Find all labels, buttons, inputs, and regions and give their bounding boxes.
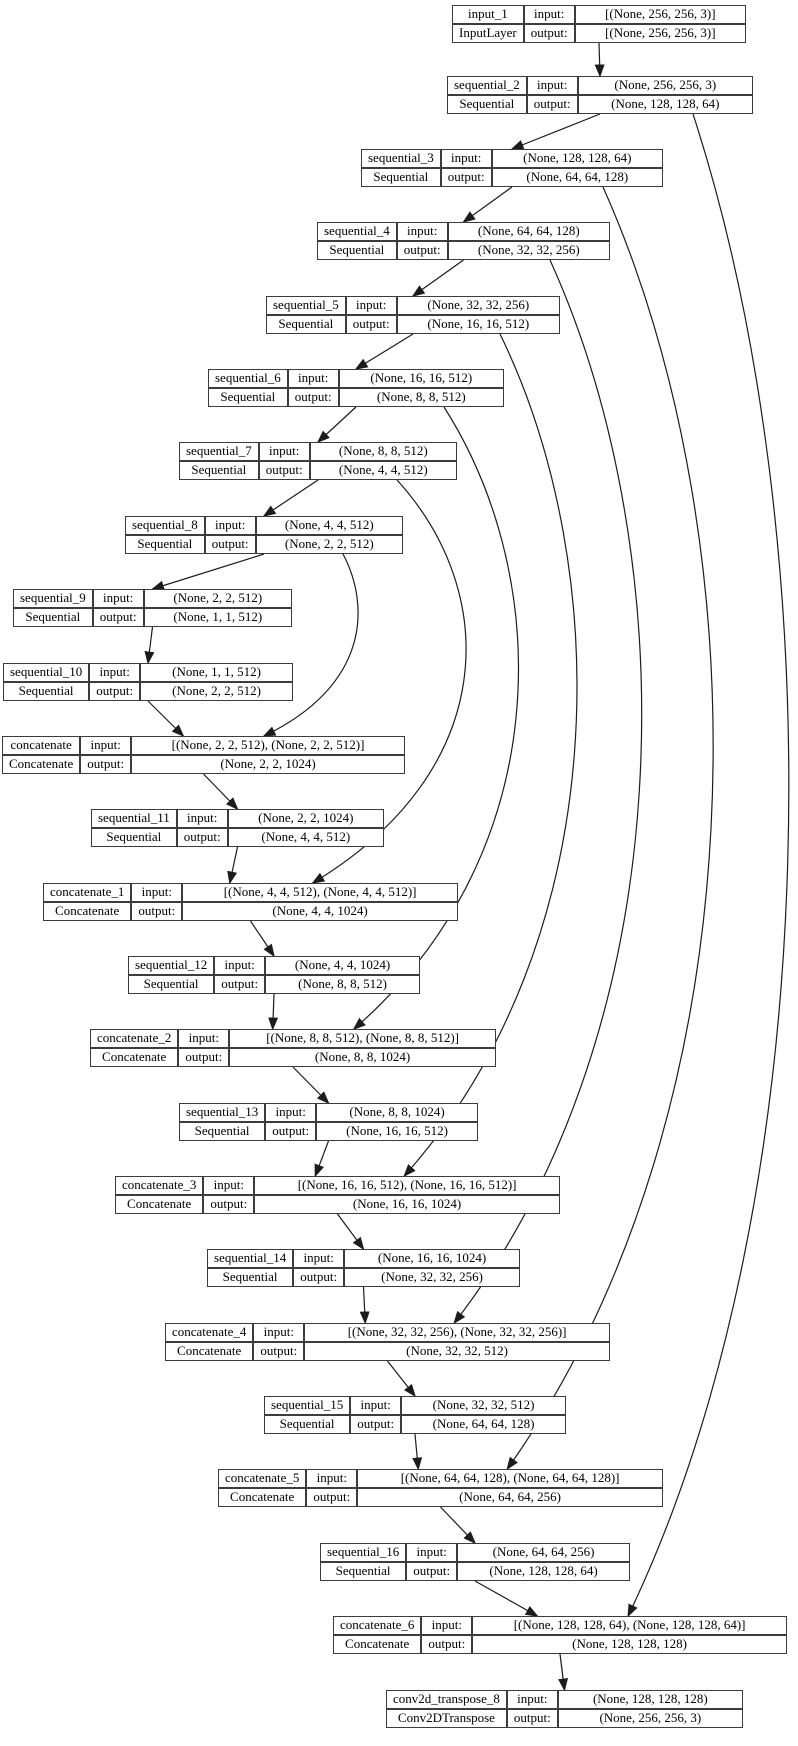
- layer-name: sequential_2: [447, 76, 527, 95]
- layer-name: sequential_14: [207, 1249, 293, 1268]
- layer-output-shape: (None, 128, 128, 64): [457, 1562, 630, 1581]
- layer-output-shape: (None, 4, 4, 512): [310, 461, 457, 480]
- layer-name: sequential_11: [91, 809, 177, 828]
- layer-output-shape: (None, 1, 1, 512): [144, 608, 292, 627]
- edge-sequential_11-to-concatenate_1: [230, 847, 238, 883]
- layer-output-shape: (None, 2, 2, 512): [140, 682, 293, 701]
- layer-name: conv2d_transpose_8: [386, 1690, 507, 1709]
- layer-name: concatenate_5: [218, 1469, 306, 1488]
- layer-node-sequential_3: [361, 149, 663, 187]
- layer-input-shape: (None, 256, 256, 3): [578, 76, 753, 95]
- layer-type: Concatenate: [218, 1488, 306, 1507]
- layer-node-concatenate_2: [90, 1029, 496, 1067]
- layer-input-shape: [(None, 256, 256, 3)]: [575, 5, 746, 24]
- output-label: output:: [178, 1048, 229, 1067]
- layer-type: InputLayer: [452, 24, 524, 43]
- output-label: output:: [421, 1635, 472, 1654]
- layer-name: sequential_10: [3, 663, 89, 682]
- layer-type: Sequential: [447, 95, 527, 114]
- input-label: input:: [205, 516, 256, 535]
- layer-input-shape: [(None, 32, 32, 256), (None, 32, 32, 256)]: [304, 1323, 610, 1342]
- input-label: input:: [214, 956, 265, 975]
- layer-name: sequential_3: [361, 149, 441, 168]
- edge-sequential_14-to-concatenate_4: [364, 1287, 366, 1323]
- output-label: output:: [253, 1342, 304, 1361]
- input-label: input:: [507, 1690, 558, 1709]
- layer-node-sequential_16: [320, 1543, 630, 1581]
- output-label: output:: [346, 315, 397, 334]
- layer-input-shape: (None, 64, 64, 128): [448, 222, 610, 241]
- layer-node-concatenate_4: [165, 1323, 610, 1361]
- edge-concatenate_5-to-sequential_16: [441, 1507, 476, 1543]
- input-label: input:: [259, 442, 310, 461]
- edge-sequential_2-to-concatenate_6: [628, 114, 789, 1616]
- output-label: output:: [397, 241, 448, 260]
- layer-type: Sequential: [179, 1122, 265, 1141]
- layer-input-shape: [(None, 2, 2, 512), (None, 2, 2, 512)]: [131, 736, 405, 755]
- layer-input-shape: (None, 32, 32, 512): [401, 1396, 566, 1415]
- output-label: output:: [524, 24, 575, 43]
- input-label: input:: [288, 369, 339, 388]
- layer-type: Sequential: [317, 241, 397, 260]
- edge-sequential_6-to-concatenate_2: [354, 407, 519, 1029]
- edge-sequential_5-to-sequential_6: [356, 334, 413, 369]
- layer-type: Concatenate: [333, 1635, 421, 1654]
- layer-type: Sequential: [264, 1415, 350, 1434]
- layer-input-shape: (None, 16, 16, 512): [339, 369, 504, 388]
- output-label: output:: [527, 95, 578, 114]
- layer-node-concatenate_3: [115, 1176, 560, 1214]
- output-label: output:: [441, 168, 492, 187]
- layer-name: sequential_13: [179, 1103, 265, 1122]
- layer-name: sequential_12: [128, 956, 214, 975]
- layer-name: sequential_4: [317, 222, 397, 241]
- layer-node-conv2d_transpose_8: [386, 1690, 743, 1728]
- edge-concatenate_3-to-sequential_14: [338, 1214, 364, 1249]
- output-label: output:: [203, 1195, 254, 1214]
- layer-output-shape: (None, 32, 32, 512): [304, 1342, 610, 1361]
- input-label: input:: [89, 663, 140, 682]
- layer-name: concatenate_4: [165, 1323, 253, 1342]
- layer-name: sequential_7: [179, 442, 259, 461]
- layer-output-shape: (None, 128, 128, 64): [578, 95, 753, 114]
- input-label: input:: [177, 809, 228, 828]
- layer-output-shape: (None, 32, 32, 256): [448, 241, 610, 260]
- layer-node-concatenate: [2, 736, 405, 774]
- edge-sequential_4-to-sequential_5: [413, 260, 464, 296]
- edge-sequential_7-to-sequential_8: [264, 480, 318, 516]
- layer-type: Sequential: [207, 1268, 293, 1287]
- layer-input-shape: (None, 1, 1, 512): [140, 663, 293, 682]
- layer-input-shape: (None, 4, 4, 512): [256, 516, 403, 535]
- layer-output-shape: (None, 16, 16, 1024): [254, 1195, 560, 1214]
- edge-sequential_16-to-concatenate_6: [475, 1581, 537, 1616]
- layer-input-shape: [(None, 8, 8, 512), (None, 8, 8, 512)]: [229, 1029, 496, 1048]
- layer-type: Conv2DTranspose: [386, 1709, 507, 1728]
- output-label: output:: [507, 1709, 558, 1728]
- layer-output-shape: (None, 8, 8, 512): [265, 975, 420, 994]
- layer-output-shape: [(None, 256, 256, 3)]: [575, 24, 746, 43]
- layer-type: Sequential: [128, 975, 214, 994]
- input-label: input:: [306, 1469, 357, 1488]
- layer-output-shape: (None, 32, 32, 256): [344, 1268, 520, 1287]
- output-label: output:: [293, 1268, 344, 1287]
- output-label: output:: [89, 682, 140, 701]
- input-label: input:: [265, 1103, 316, 1122]
- output-label: output:: [214, 975, 265, 994]
- layer-output-shape: (None, 2, 2, 512): [256, 535, 403, 554]
- edge-concatenate_2-to-sequential_13: [293, 1067, 329, 1103]
- layer-name: concatenate_1: [43, 883, 131, 902]
- layer-name: concatenate_3: [115, 1176, 203, 1195]
- layer-node-concatenate_5: [218, 1469, 663, 1507]
- layer-node-sequential_10: [3, 663, 293, 701]
- edge-concatenate_6-to-conv2d_transpose_8: [560, 1654, 565, 1690]
- layer-output-shape: (None, 4, 4, 512): [228, 828, 384, 847]
- input-label: input:: [441, 149, 492, 168]
- layer-type: Concatenate: [115, 1195, 203, 1214]
- layer-output-shape: (None, 64, 64, 128): [401, 1415, 566, 1434]
- layer-node-sequential_14: [207, 1249, 520, 1287]
- layer-node-sequential_6: [208, 369, 504, 407]
- layer-type: Sequential: [179, 461, 259, 480]
- layer-output-shape: (None, 128, 128, 128): [472, 1635, 787, 1654]
- input-label: input:: [346, 296, 397, 315]
- layer-type: Sequential: [91, 828, 177, 847]
- layer-type: Sequential: [361, 168, 441, 187]
- layer-type: Sequential: [320, 1562, 406, 1581]
- output-label: output:: [131, 902, 182, 921]
- input-label: input:: [131, 883, 182, 902]
- layer-name: sequential_8: [125, 516, 205, 535]
- layer-node-sequential_8: [125, 516, 403, 554]
- edge-sequential_2-to-sequential_3: [512, 114, 600, 149]
- layer-input-shape: (None, 128, 128, 128): [558, 1690, 743, 1709]
- layer-type: Concatenate: [2, 755, 80, 774]
- input-label: input:: [350, 1396, 401, 1415]
- input-label: input:: [293, 1249, 344, 1268]
- layer-type: Concatenate: [90, 1048, 178, 1067]
- input-label: input:: [203, 1176, 254, 1195]
- edge-sequential_8-to-concatenate: [264, 554, 358, 736]
- input-label: input:: [527, 76, 578, 95]
- edge-sequential_9-to-sequential_10: [148, 627, 153, 663]
- layer-input-shape: [(None, 4, 4, 512), (None, 4, 4, 512)]: [182, 883, 458, 902]
- layer-output-shape: (None, 8, 8, 1024): [229, 1048, 496, 1067]
- edge-sequential_13-to-concatenate_3: [315, 1141, 328, 1176]
- input-label: input:: [253, 1323, 304, 1342]
- layer-name: sequential_6: [208, 369, 288, 388]
- layer-input-shape: [(None, 16, 16, 512), (None, 16, 16, 512)]: [254, 1176, 560, 1195]
- output-label: output:: [406, 1562, 457, 1581]
- layer-type: Concatenate: [43, 902, 131, 921]
- layer-node-concatenate_6: [333, 1616, 787, 1654]
- layer-name: concatenate: [2, 736, 80, 755]
- layer-node-sequential_11: [91, 809, 384, 847]
- layer-name: concatenate_6: [333, 1616, 421, 1635]
- layer-type: Sequential: [266, 315, 346, 334]
- layer-output-shape: (None, 64, 64, 128): [492, 168, 663, 187]
- layer-output-shape: (None, 16, 16, 512): [397, 315, 560, 334]
- input-label: input:: [524, 5, 575, 24]
- edge-sequential_3-to-concatenate_5: [507, 187, 713, 1469]
- edge-sequential_4-to-concatenate_4: [454, 260, 641, 1323]
- layer-input-shape: (None, 64, 64, 256): [457, 1543, 630, 1562]
- layer-input-shape: (None, 2, 2, 512): [144, 589, 292, 608]
- edge-concatenate_1-to-sequential_12: [251, 921, 275, 956]
- layer-node-sequential_7: [179, 442, 457, 480]
- layer-node-sequential_15: [264, 1396, 566, 1434]
- edge-concatenate-to-sequential_11: [204, 774, 238, 809]
- layer-output-shape: (None, 8, 8, 512): [339, 388, 504, 407]
- layer-name: sequential_16: [320, 1543, 406, 1562]
- layer-input-shape: (None, 32, 32, 256): [397, 296, 560, 315]
- layer-node-sequential_5: [266, 296, 560, 334]
- layer-node-concatenate_1: [43, 883, 458, 921]
- layer-output-shape: (None, 256, 256, 3): [558, 1709, 743, 1728]
- output-label: output:: [259, 461, 310, 480]
- input-label: input:: [421, 1616, 472, 1635]
- layer-input-shape: (None, 4, 4, 1024): [265, 956, 420, 975]
- layer-output-shape: (None, 2, 2, 1024): [131, 755, 405, 774]
- edge-concatenate_4-to-sequential_15: [388, 1361, 416, 1396]
- layer-input-shape: [(None, 128, 128, 64), (None, 128, 128, 64)]: [472, 1616, 787, 1635]
- output-label: output:: [350, 1415, 401, 1434]
- edge-sequential_12-to-concatenate_2: [273, 994, 274, 1029]
- edge-sequential_10-to-concatenate: [148, 701, 183, 736]
- output-label: output:: [93, 608, 144, 627]
- output-label: output:: [265, 1122, 316, 1141]
- layer-node-sequential_13: [179, 1103, 478, 1141]
- edge-sequential_6-to-sequential_7: [318, 407, 356, 442]
- layer-name: sequential_5: [266, 296, 346, 315]
- edge-sequential_3-to-sequential_4: [464, 187, 513, 222]
- output-label: output:: [288, 388, 339, 407]
- layer-output-shape: (None, 4, 4, 1024): [182, 902, 458, 921]
- input-label: input:: [397, 222, 448, 241]
- layer-name: sequential_9: [13, 589, 93, 608]
- layer-node-sequential_2: [447, 76, 753, 114]
- output-label: output:: [205, 535, 256, 554]
- layer-name: input_1: [452, 5, 524, 24]
- layer-type: Concatenate: [165, 1342, 253, 1361]
- layer-node-input_1: [452, 5, 746, 43]
- input-label: input:: [178, 1029, 229, 1048]
- layer-type: Sequential: [208, 388, 288, 407]
- layer-input-shape: [(None, 64, 64, 128), (None, 64, 64, 128)]: [357, 1469, 663, 1488]
- layer-input-shape: (None, 128, 128, 64): [492, 149, 663, 168]
- layer-name: sequential_15: [264, 1396, 350, 1415]
- layer-name: concatenate_2: [90, 1029, 178, 1048]
- output-label: output:: [80, 755, 131, 774]
- layer-input-shape: (None, 8, 8, 512): [310, 442, 457, 461]
- layer-input-shape: (None, 8, 8, 1024): [316, 1103, 478, 1122]
- layer-node-sequential_12: [128, 956, 420, 994]
- layer-output-shape: (None, 64, 64, 256): [357, 1488, 663, 1507]
- layer-type: Sequential: [125, 535, 205, 554]
- layer-output-shape: (None, 16, 16, 512): [316, 1122, 478, 1141]
- layer-input-shape: (None, 16, 16, 1024): [344, 1249, 520, 1268]
- edge-sequential_8-to-sequential_9: [153, 554, 265, 589]
- input-label: input:: [80, 736, 131, 755]
- edge-input_1-to-sequential_2: [599, 43, 600, 76]
- layer-type: Sequential: [3, 682, 89, 701]
- layer-node-sequential_4: [317, 222, 610, 260]
- input-label: input:: [406, 1543, 457, 1562]
- output-label: output:: [306, 1488, 357, 1507]
- layer-node-sequential_9: [13, 589, 292, 627]
- input-label: input:: [93, 589, 144, 608]
- layer-type: Sequential: [13, 608, 93, 627]
- edge-sequential_15-to-concatenate_5: [415, 1434, 418, 1469]
- output-label: output:: [177, 828, 228, 847]
- layer-input-shape: (None, 2, 2, 1024): [228, 809, 384, 828]
